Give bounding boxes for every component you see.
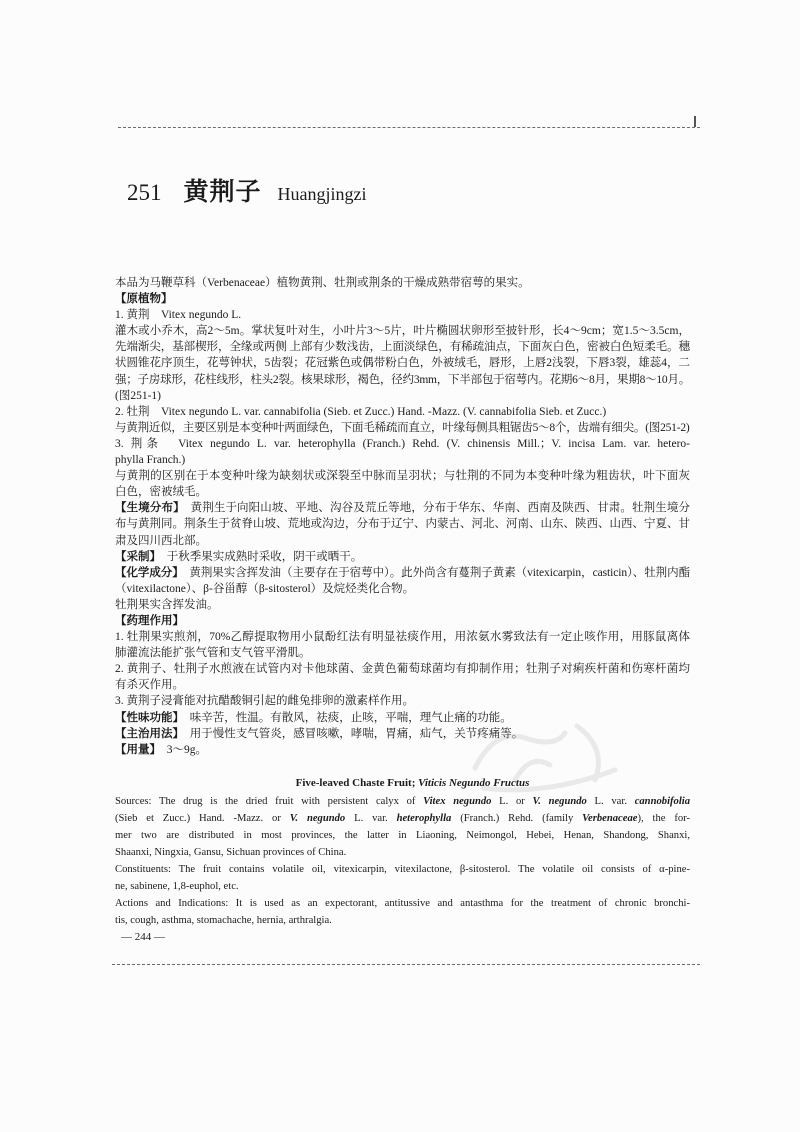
paragraph xyxy=(115,565,690,597)
text-run: 状圆锥花序顶生，花萼钟状，5齿裂；花冠紫色或偶带粉白色，外被绒毛，唇形，上唇2浅裂，下唇3裂，雄蕊4，二 xyxy=(115,357,690,370)
text-run: ne, sabinene, 1,8-euphol, etc. xyxy=(115,880,239,892)
text-run: phylla Franch.) xyxy=(115,454,186,467)
page-number: — 244 — xyxy=(121,931,165,943)
species-name: V. negundo xyxy=(532,795,587,807)
text-run: L. var. xyxy=(586,795,635,807)
text-line xyxy=(115,323,690,339)
text-run: L. var. xyxy=(345,812,397,824)
text-line xyxy=(115,307,690,323)
paragraph xyxy=(115,404,690,420)
paragraph xyxy=(115,291,690,307)
text-line xyxy=(115,645,690,661)
text-run: 有杀灭作用。 xyxy=(115,679,184,692)
chinese-body-text xyxy=(115,275,690,758)
section-heading: 【主治用法】 xyxy=(115,727,179,740)
text-run: 2. 黄荆子、牡荆子水煎液在试管内对卡他球菌、金黄色葡萄球菌均有抑制作用；牡荆子对痢疾杆菌和伤寒杆菌均 xyxy=(115,663,690,676)
text-run: 3. 荆条 Vitex negundo L. var. heterophylla (Franch.) Rehd. (V. chinensis Mill.；V. incisa Lam. var. hetero- xyxy=(115,437,690,450)
text-run: 白色，密被绒毛。 xyxy=(115,486,207,499)
paragraph xyxy=(115,275,690,291)
section-heading: 【药理作用】 xyxy=(115,614,184,627)
text-line xyxy=(115,339,690,355)
text-run: L. or xyxy=(491,795,533,807)
text-line xyxy=(115,355,690,371)
species-name: V. negundo xyxy=(289,812,346,824)
text-run: 黄荆果实含挥发油（主要存在于宿萼中）。此外尚含有蔓荆子黄素（vitexicarpin，casticin）、牡荆内酯 xyxy=(177,566,690,579)
english-body-text xyxy=(115,793,690,929)
paragraph xyxy=(115,661,690,693)
text-line xyxy=(115,468,690,484)
text-line xyxy=(115,291,690,307)
text-run: 肺灌流法能扩张气管和支气管平滑肌。 xyxy=(115,647,311,660)
text-line xyxy=(115,827,690,844)
text-line xyxy=(115,388,690,404)
text-line xyxy=(115,581,690,597)
text-run: 先端渐尖，基部楔形，全缘或两侧 上部有少数浅齿，上面淡绿色，有稀疏油点，下面灰白色，密被白色短柔毛。穗 xyxy=(115,341,690,354)
paragraph xyxy=(115,307,690,323)
paragraph xyxy=(115,613,690,629)
species-name: Vitex negundo xyxy=(423,795,492,807)
text-run: （vitexilactone）、β-谷甾醇（β-sitosterol）及烷烃类化合物。 xyxy=(115,582,415,595)
text-line xyxy=(115,452,690,468)
text-line xyxy=(115,613,690,629)
text-run: 1. 牡荆果实煎剂，70%乙醇提取物用小鼠酚红法有明显祛痰作用，用浓氨水雾致法有一定止咳作用，用豚鼠离体 xyxy=(115,631,690,644)
entry-number: 251 xyxy=(127,180,162,205)
text-run: 3. 黄荆子浸膏能对抗醋酸铜引起的雌兔排卵的激素样作用。 xyxy=(115,695,414,708)
section-heading: 【采制】 xyxy=(115,550,156,563)
text-line xyxy=(115,275,690,291)
text-run: (Franch.) Rehd. (family xyxy=(451,812,583,824)
text-run: 本品为马鞭草科（Verbenaceae）植物黄荆、牡荆或荆条的干燥成熟带宿萼的果实。 xyxy=(115,277,530,289)
section-heading: 【化学成分】 xyxy=(115,566,178,579)
text-run: Shaanxi, Ningxia, Gansu, Sichuan provinces of China. xyxy=(115,846,347,858)
text-line xyxy=(115,404,690,420)
text-run: 用于慢性支气管炎，感冒咳嗽，哮喘，胃痛，疝气，关节疼痛等。 xyxy=(178,727,524,740)
text-line xyxy=(115,661,690,677)
english-title-text: Viticis Negundo Fructus xyxy=(418,777,530,789)
text-line xyxy=(115,878,690,895)
species-name: cannobifolia xyxy=(634,795,690,807)
bottom-dashed-rule xyxy=(112,964,700,965)
english-title-text: Five-leaved Chaste Fruit; xyxy=(295,777,419,789)
section-heading: 【用量】 xyxy=(115,743,156,756)
paragraph xyxy=(115,420,690,436)
text-line xyxy=(115,565,690,581)
text-run: 1. 黄荆 Vitex negundo L. xyxy=(115,309,242,322)
text-line xyxy=(115,844,690,861)
text-line xyxy=(115,436,690,452)
text-run: 与黄荆近似，主要区别是本变种叶两面绿色，下面毛稀疏而直立，叶缘每侧具粗锯齿5～8个，齿端有细尖。(图251-2) xyxy=(115,421,690,434)
text-run: 味辛苦，性温。有散风，祛痰，止咳，平喘，理气止痛的功能。 xyxy=(178,711,512,724)
paragraph xyxy=(115,500,690,548)
text-run: 牡荆果实含挥发油。 xyxy=(115,598,219,611)
text-run: 灌木或小乔木，高2～5m。掌状复叶对生，小叶片3～5片，叶片椭圆状卵形至披针形，长4～9cm；宽1.5～3.5cm， xyxy=(115,325,690,338)
paragraph xyxy=(115,597,690,613)
paragraph xyxy=(115,323,690,403)
paragraph xyxy=(115,436,690,468)
paragraph xyxy=(115,629,690,661)
section-heading: 【性味功能】 xyxy=(115,711,179,724)
text-run: 与黄荆的区别在于本变种叶缘为缺刻状或深裂至中脉而呈羽状；与牡荆的不同为本变种叶缘为粗齿状，叶下面灰 xyxy=(115,470,690,483)
text-run: 布与黄荆同。荆条生于贫脊山坡、荒地或沟边，分布于辽宁、内蒙古、河北、河南、山东、陕西、山西、宁夏、甘 xyxy=(115,518,690,531)
text-run: 3～9g。 xyxy=(155,743,207,756)
text-run: 于秋季果实成熟时采收，阴干或晒干。 xyxy=(155,550,363,563)
text-line xyxy=(115,549,690,565)
text-line xyxy=(115,677,690,693)
text-run: 2. 牡荆 Vitex negundo L. var. cannabifolia (Sieb. et Zucc.) Hand. -Mazz. (V. cannabifolia Sieb. et Zucc.) xyxy=(115,405,607,418)
scan-mark xyxy=(694,116,696,127)
text-run: tis, cough, asthma, stomachache, hernia, arthralgia. xyxy=(115,914,332,926)
text-line xyxy=(115,533,690,549)
species-name: Verbenaceae xyxy=(582,812,638,824)
text-run: 强；子房球形，花柱线形，柱头2裂。核果球形，褐色，径约3mm，下半部包于宿萼内。花期6～8月，果期8～10月。 xyxy=(115,373,690,386)
text-line xyxy=(115,372,690,388)
text-run: Actions and Indications: It is used as an expectorant, antitussive and antasthma for the treatment of chronic bronchi- xyxy=(115,897,690,909)
text-run: Constituents: The fruit contains volatile oil, vitexicarpin, vitexilactone, β-sitosterol. The volatile oil consists of α-pine- xyxy=(115,863,690,875)
watermark-stamp xyxy=(455,708,635,798)
top-dashed-rule xyxy=(118,127,700,128)
text-run: mer two are distributed in most provinces, the latter in Liaoning, Neimongol, Hebei, Henan, Shandong, Shanxi, xyxy=(115,829,690,841)
species-name: heterophylla xyxy=(396,812,452,824)
text-line xyxy=(115,516,690,532)
text-line xyxy=(115,629,690,645)
text-line xyxy=(115,895,690,912)
text-line xyxy=(115,420,690,436)
paragraph xyxy=(115,895,690,929)
section-heading: 【原植物】 xyxy=(115,293,173,306)
text-run: 肃及四川西北部。 xyxy=(115,534,207,547)
text-run: Sources: The drug is the dried fruit with persistent calyx of xyxy=(115,795,424,807)
text-line xyxy=(115,484,690,500)
paragraph xyxy=(115,793,690,861)
paragraph xyxy=(115,468,690,500)
text-line xyxy=(115,861,690,878)
text-run: (图251-1) xyxy=(115,389,161,402)
entry-title-chinese: 黄荆子 xyxy=(183,177,262,206)
text-line xyxy=(115,500,690,516)
text-run: 黄荆生于向阳山坡、平地、沟谷及荒丘等地，分布于华东、华南、西南及陕西、甘肃。牡荆生境分 xyxy=(178,502,690,515)
paragraph xyxy=(115,549,690,565)
section-heading: 【生境分布】 xyxy=(115,502,179,515)
text-line xyxy=(115,597,690,613)
text-line xyxy=(115,810,690,827)
entry-title xyxy=(127,176,367,208)
text-run: (Sieb et Zucc.) Hand. -Mazz. or xyxy=(115,812,290,824)
text-line xyxy=(115,912,690,929)
text-run: ), the for- xyxy=(637,812,690,824)
entry-title-pinyin: Huangjingzi xyxy=(277,184,367,204)
paragraph xyxy=(115,861,690,895)
